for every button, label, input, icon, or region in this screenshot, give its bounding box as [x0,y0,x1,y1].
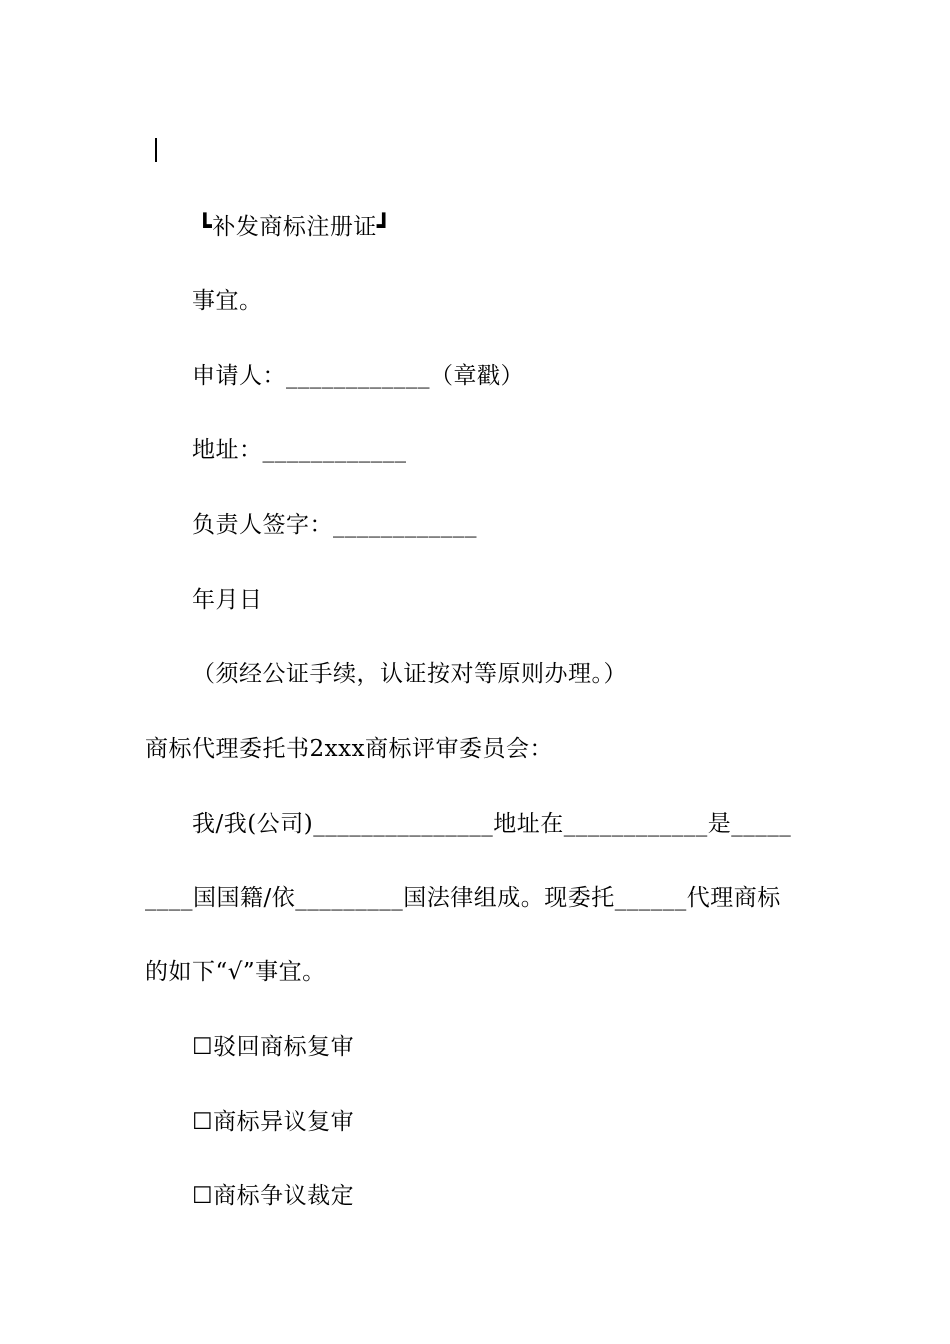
paragraph-line-2: ____国国籍/依_________国法律组成。现委托______代理商标 [145,885,781,911]
text-cursor-mark [155,138,157,162]
field-address: 地址：____________ [192,437,407,463]
paragraph-line-3: 的如下“√”事宜。 [145,959,326,985]
heading-reissue-certificate: ┗补发商标注册证┛ [198,214,392,240]
checkbox-item-rejection-review: ☐驳回商标复审 [192,1034,355,1060]
checkbox-item-opposition-review: ☐商标异议复审 [192,1109,355,1135]
checkbox-item-dispute-ruling: ☐商标争议裁定 [192,1183,355,1209]
field-applicant: 申请人：____________（章戳） [192,363,524,389]
paragraph-line-1: 我/我(公司)_______________地址在____________是_____ [192,811,792,837]
field-signature: 负责人签字：____________ [192,512,477,538]
field-date: 年月日 [192,587,263,613]
heading-power-of-attorney: 商标代理委托书2xxx商标评审委员会： [145,736,554,762]
note-notarization: （须经公证手续，认证按对等原则办理。） [192,661,627,687]
text-matter: 事宜。 [192,288,263,314]
